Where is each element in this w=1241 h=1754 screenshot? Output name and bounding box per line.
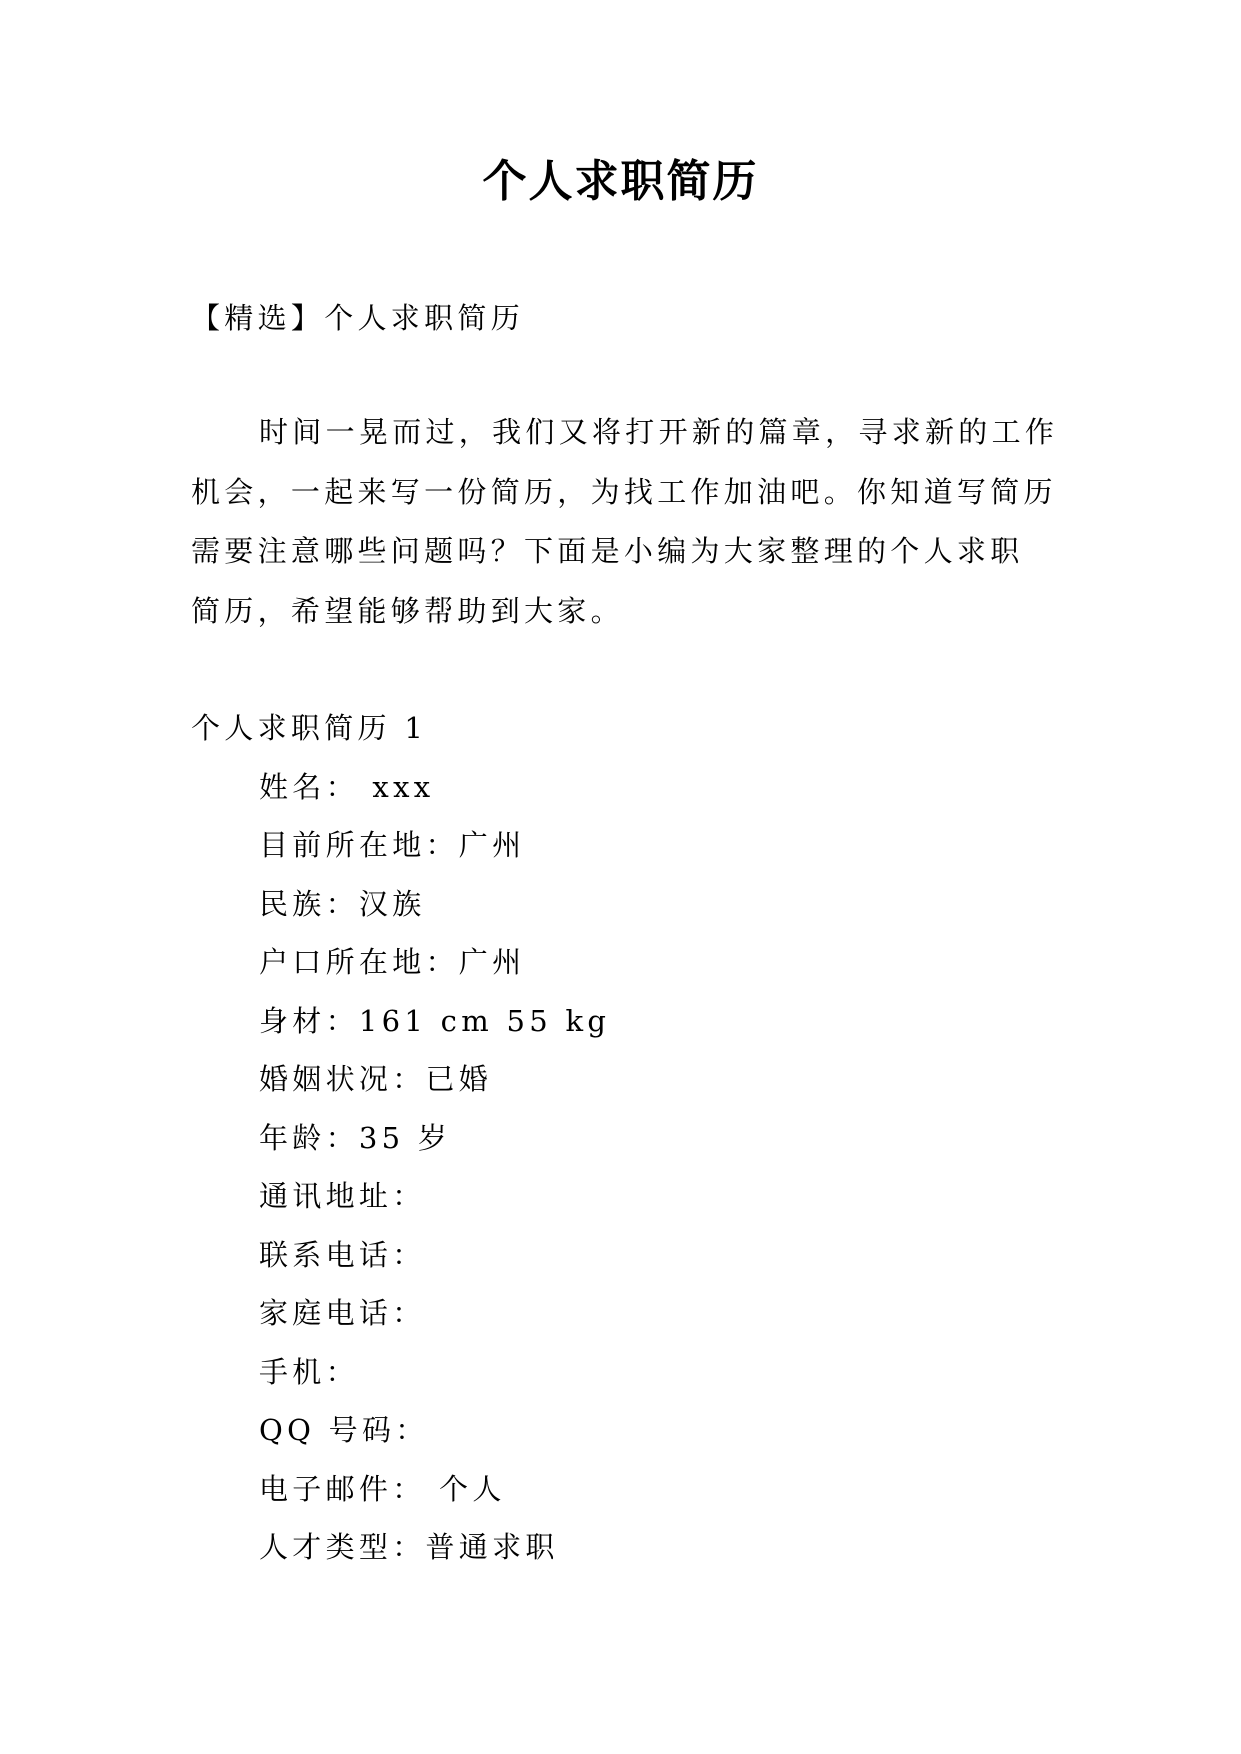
document-title: 个人求职简历 [482,156,759,207]
intro-line: 机会，一起来写一份简历，为找工作加油吧。你知道写简历 [191,474,1057,509]
section-heading: 个人求职简历 1 [191,711,428,745]
field-mobile: 手机： [259,1354,359,1389]
field-body: 身材：161 cm 55 kg [259,1003,611,1038]
field-home-phone: 家庭电话： [259,1296,426,1330]
field-ethnicity: 民族：汉族 [259,886,426,921]
intro-paragraph [191,403,1071,641]
field-age: 年龄：35 岁 [259,1120,452,1155]
field-talent-type: 人才类型：普通求职 [259,1530,559,1564]
intro-line: 时间一晃而过，我们又将打开新的篇章，寻求新的工作 [259,415,1059,449]
intro-line: 简历，希望能够帮助到大家。 [191,593,624,628]
intro-line: 需要注意哪些问题吗？下面是小编为大家整理的个人求职 [191,534,1024,568]
field-contact-phone: 联系电话： [259,1237,426,1272]
field-qq: QQ 号码： [259,1413,429,1447]
field-name: 姓名： xxx [259,769,435,804]
resume-profile-section [191,699,1071,1577]
field-marital-status: 婚姻状况：已婚 [259,1062,493,1096]
document-subtitle: 【精选】个人求职简历 [191,301,525,335]
field-email: 电子邮件： 个人 [259,1471,506,1506]
field-address: 通讯地址： [259,1179,426,1213]
field-current-location: 目前所在地：广州 [259,828,526,862]
field-household-location: 户口所在地：广州 [259,945,526,979]
